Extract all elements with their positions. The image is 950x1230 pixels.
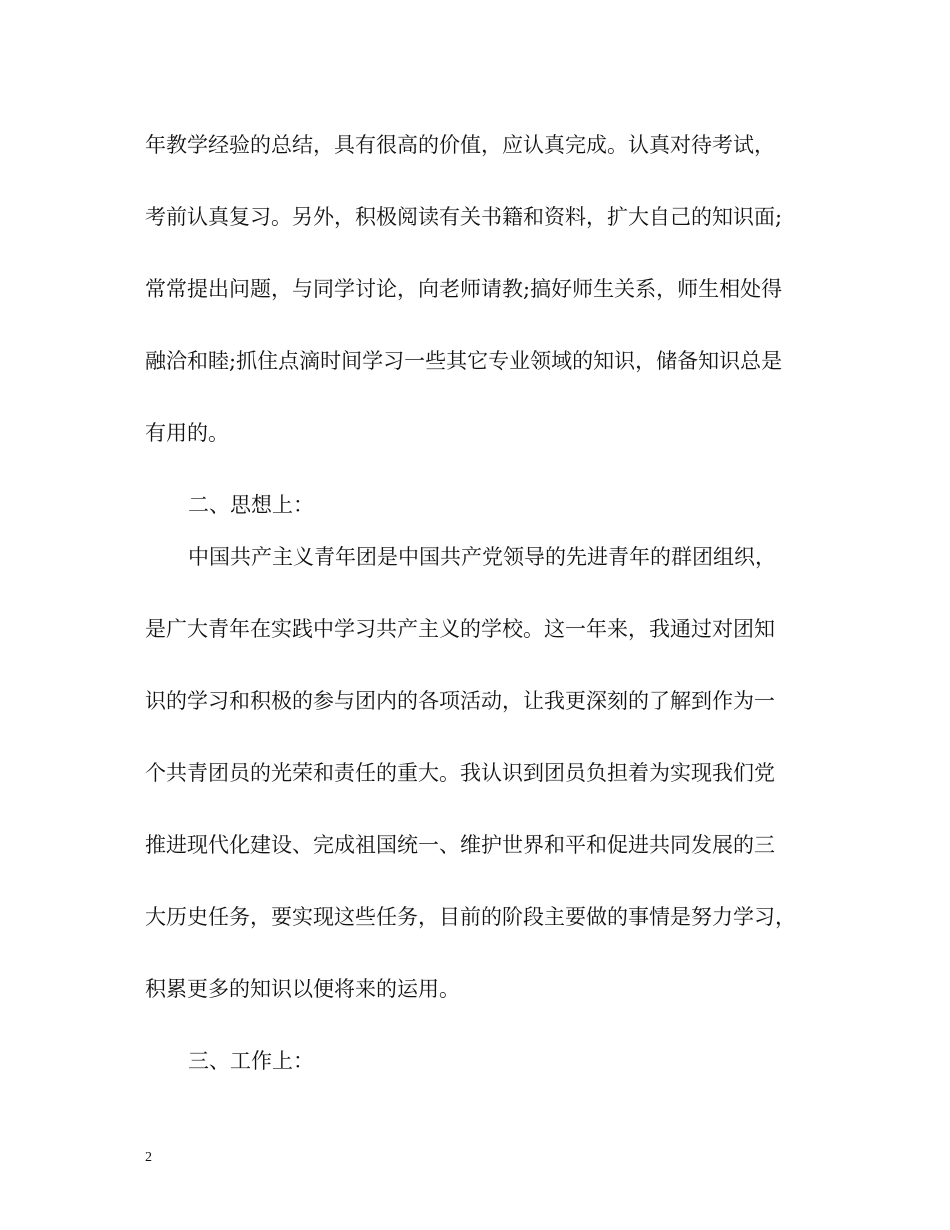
text-line: 融洽和睦;抓住点滴时间学习一些其它专业领域的知识，储备知识总是 [145, 349, 783, 373]
text-line: 推进现代化建设、完成祖国统一、维护世界和平和促进共同发展的三 [145, 833, 775, 857]
text-line: 有用的。 [145, 421, 229, 445]
text-line: 个共青团员的光荣和责任的重大。我认识到团员负担着为实现我们党 [145, 761, 775, 785]
text-line: 常常提出问题，与同学讨论，向老师请教;搞好师生关系，师生相处得 [145, 277, 783, 301]
section-heading: 二、思想上： [188, 493, 314, 517]
text-line: 积累更多的知识以便将来的运用。 [145, 977, 460, 1001]
text-line: 是广大青年在实践中学习共产主义的学校。这一年来，我通过对团知 [145, 617, 775, 641]
text-line: 大历史任务，要实现这些任务，目前的阶段主要做的事情是努力学习， [145, 905, 796, 929]
text-line: 考前认真复习。另外，积极阅读有关书籍和资料，扩大自己的知识面; [145, 205, 783, 229]
text-line: 识的学习和积极的参与团内的各项活动，让我更深刻的了解到作为一 [145, 689, 775, 713]
text-line: 年教学经验的总结，具有很高的价值，应认真完成。认真对待考试， [145, 133, 775, 157]
text-line: 中国共产主义青年团是中国共产党领导的先进青年的群团组织， [188, 545, 776, 569]
section-heading: 三、工作上： [188, 1049, 314, 1073]
page-number: 2 [145, 1150, 152, 1165]
